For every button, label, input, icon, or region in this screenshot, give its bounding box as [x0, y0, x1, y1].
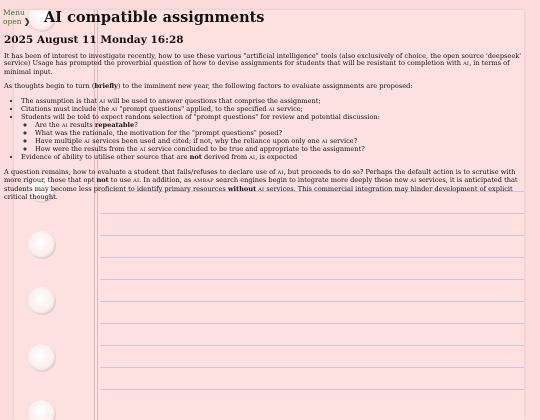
list-item: • The assumption is that AI will be used to answer questions that comprise the assignment; — [21, 98, 534, 106]
menu-label: Menu — [3, 8, 25, 17]
post-content — [4, 34, 534, 209]
intro-paragraph: It has been of interest to investigate recently, how to use these various "artificial intelligence" tools (also exclusively of choice, the open source 'deepseek' service) Usage has prompted the proverbial question of how to devise assignments for students that will be resistant to completion with AI, in terms of minimal input. — [4, 52, 522, 76]
chevron-right-icon: ❯ — [23, 17, 31, 26]
ruled-line — [100, 213, 524, 214]
ruled-line — [100, 301, 524, 302]
page-title: AI compatible assignments — [44, 9, 265, 26]
post-heading: 2025 August 11 Monday 16:28 — [4, 34, 184, 46]
list-item: • Students will be told to expect random selection of "prompt questions" for review and potential discussion: ◦ Are the AI results repeatable? ◦ What was the rationale, the motivation for the "prompt questions" posed? ◦ Have multiple AI services been used and cited; if not, why the reliance upon only one AI service? ◦ How were the results from the AI service concluded to be true and appropriate to the assignment? — [21, 114, 534, 154]
ruled-line — [100, 345, 524, 346]
binder-hole — [28, 400, 56, 420]
list-item: • Evidence of ability to utilise other source that are not derived from AI, is expected — [21, 154, 534, 162]
ruled-line — [100, 389, 524, 390]
list-item: ◦ What was the rationale, the motivation for the "prompt questions" posed? — [35, 130, 534, 137]
ruled-line — [100, 323, 524, 324]
ruled-line — [100, 367, 524, 368]
lead-paragraph: As thoughts begin to turn (briefly) to the imminent new year, the following factors to evaluate assignments are proposed: — [4, 82, 413, 91]
list-item: ◦ Are the AI results repeatable? — [35, 122, 534, 130]
ruled-line — [100, 257, 524, 258]
factor-list — [4, 98, 534, 163]
list-item: ◦ Have multiple AI services been used and cited; if not, why the reliance upon only one AI service? — [35, 138, 534, 146]
list-item: • Citations must include the AI "prompt questions" applied, to the specified AI service; — [21, 106, 534, 114]
binder-hole — [28, 231, 56, 259]
review-sublist — [21, 122, 534, 155]
menu-toggle-button[interactable] — [3, 8, 30, 26]
closing-paragraph: A question remains, how to evaluate a student that fails/refuses to declare use of AI, but proceeds to do so? Perhaps the default action is to scrutise with more rigour, those that opt not to use AI. In addition, as AMBAP search engines begin to integrate more deeply these new AI services, it is anticipated that students may become less proficient to identify primary resources without AI services. This commercial integration may hinder development of explicit critical thought. — [4, 167, 518, 202]
list-item: ◦ How were the results from the AI service concluded to be true and appropriate to the assignment? — [35, 146, 534, 154]
binder-hole — [28, 287, 56, 315]
ruled-line — [100, 279, 524, 280]
ruled-line — [100, 235, 524, 236]
menu-open-label: open — [3, 17, 22, 26]
binder-hole — [28, 344, 56, 372]
